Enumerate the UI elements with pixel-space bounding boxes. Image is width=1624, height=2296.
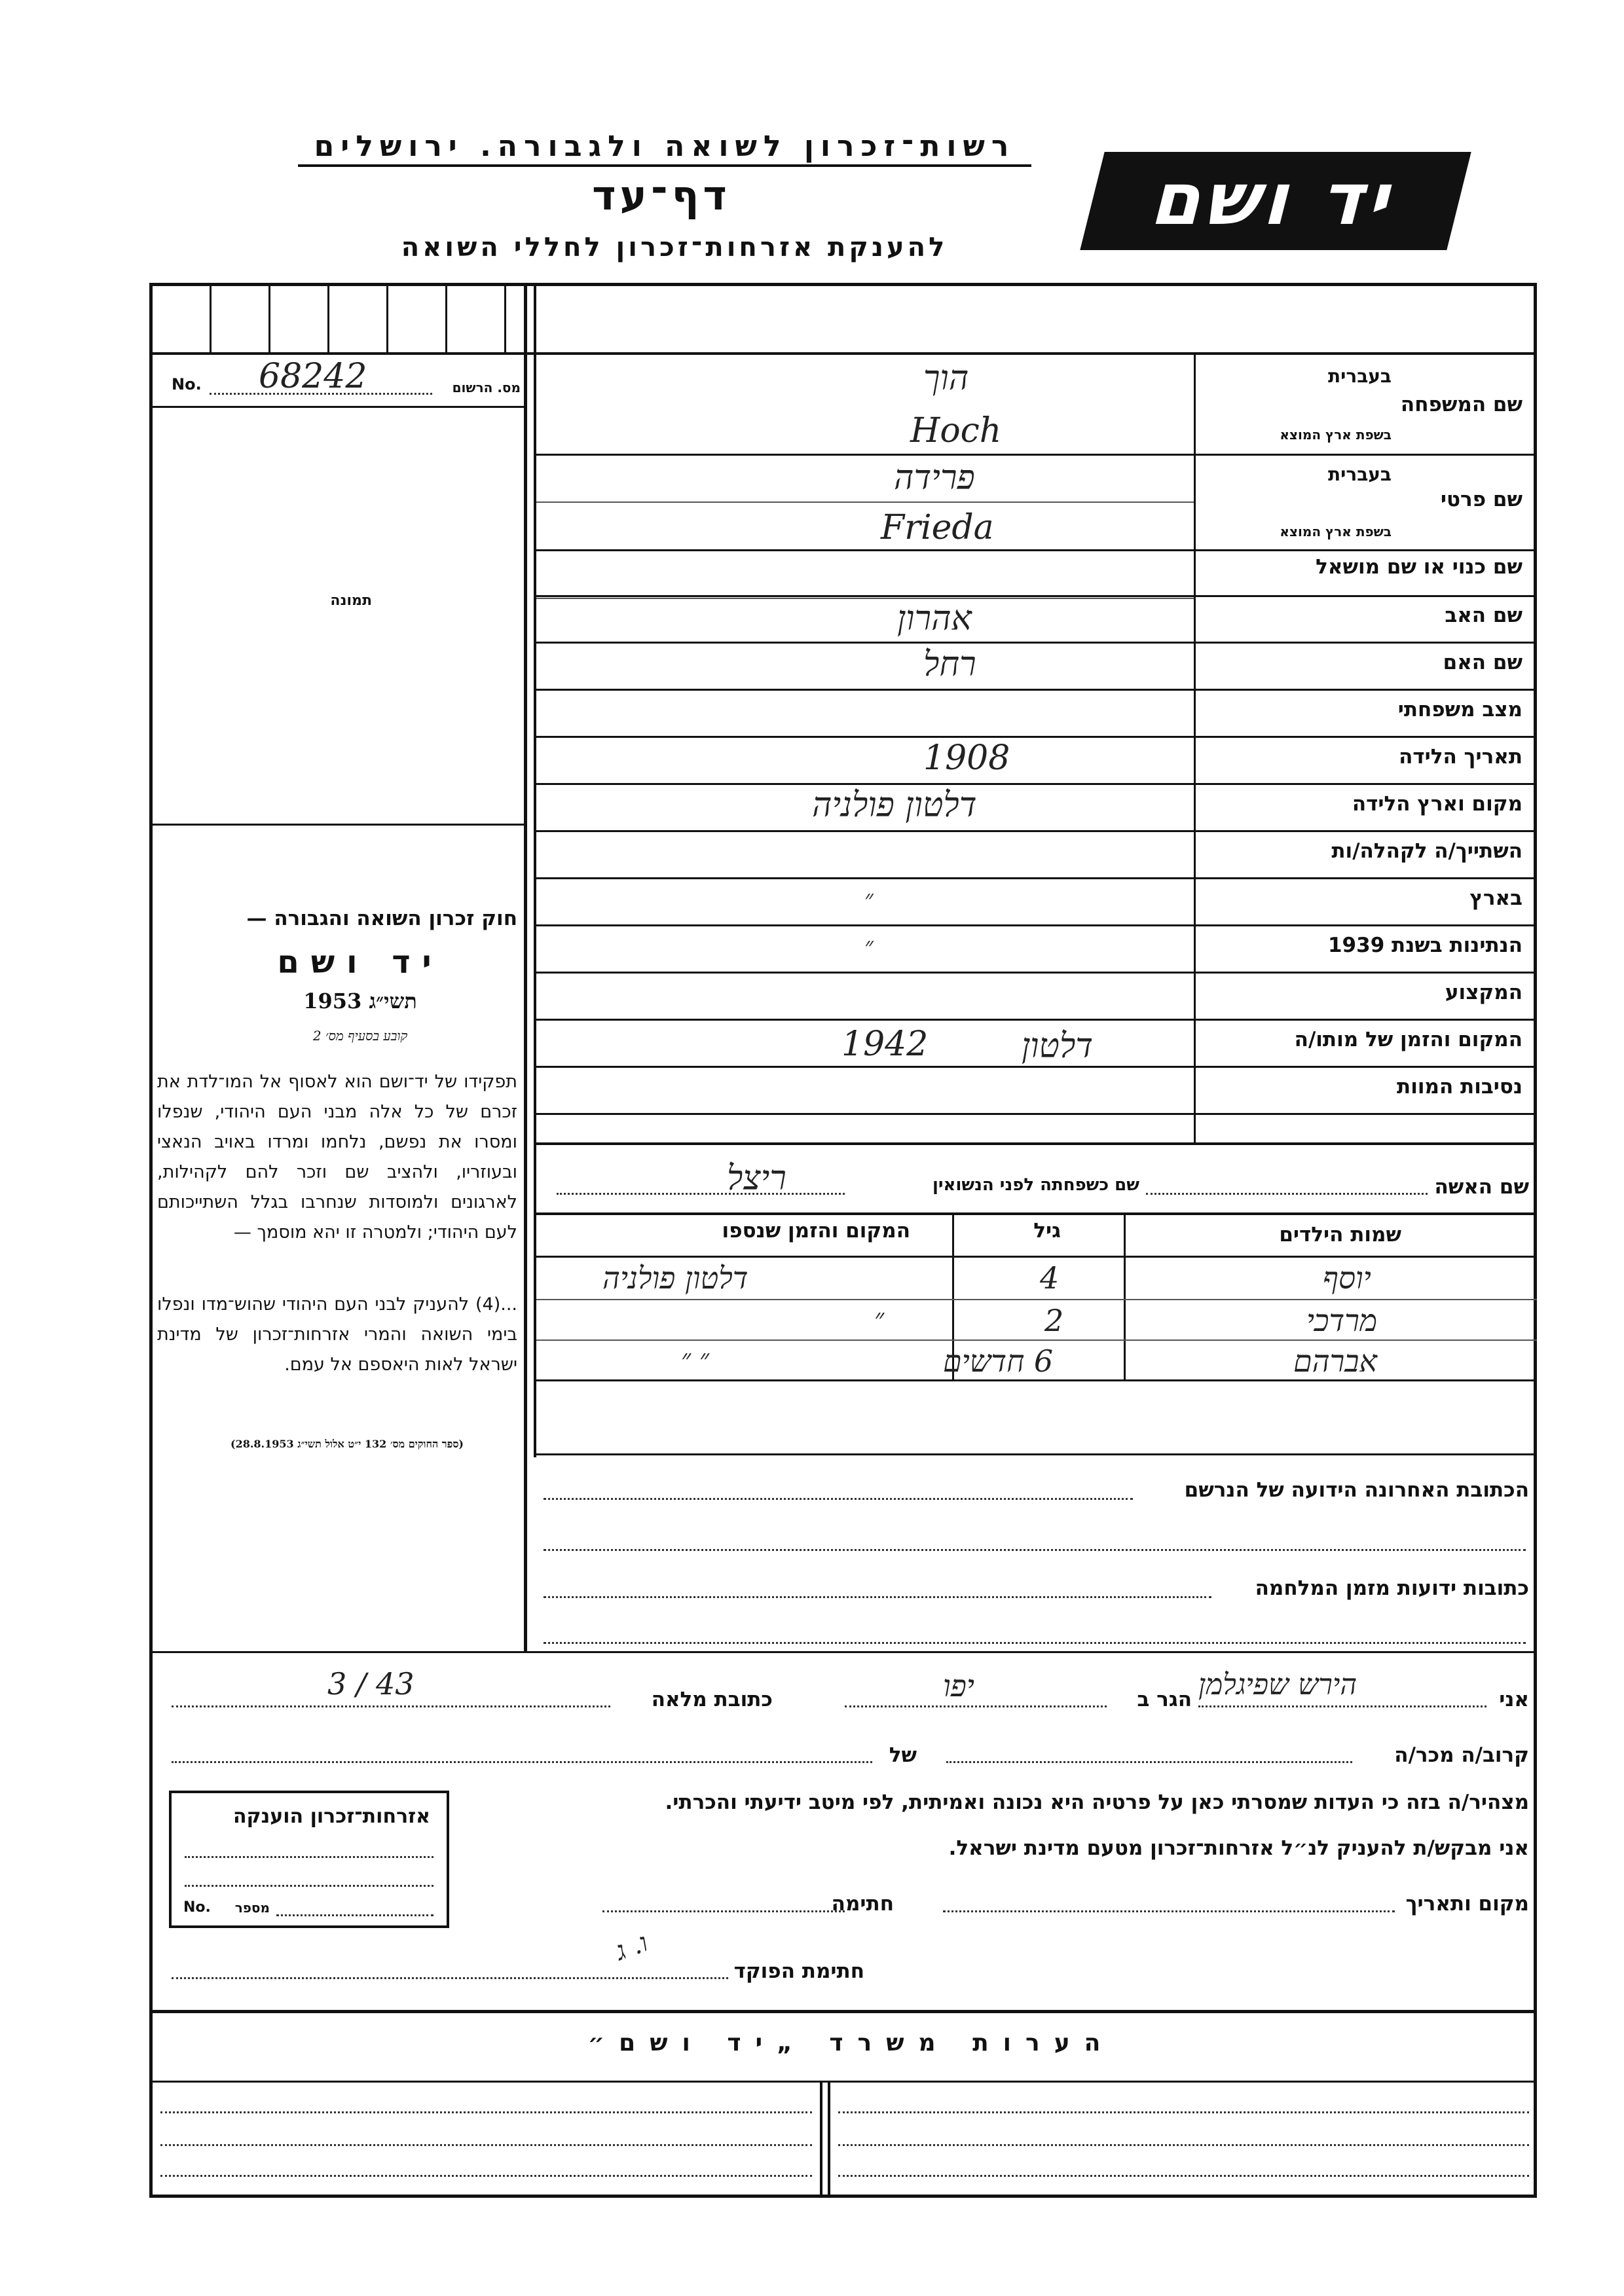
family-name-label: שם המשפחה (1400, 393, 1522, 416)
birth-place-value: דלטון פולניה (812, 786, 977, 825)
registration-no-prefix: No. (172, 375, 202, 393)
citizenship-number-label: מספר (234, 1900, 270, 1916)
authority-title: רשות־זכרון לשואה ולגבורה. ירושלים (298, 130, 1031, 167)
officer-signature-label: חתימת הפוקד (733, 1959, 864, 1983)
residing-label: הגר ב (1137, 1688, 1192, 1711)
citizenship-label: הנתינות בשנת 1939 (1327, 934, 1522, 957)
citizenship-value: ״ (864, 933, 874, 960)
child-3-name: אברהם (1293, 1343, 1378, 1379)
wife-name-label: שם האשה (1434, 1175, 1529, 1199)
birth-place-label: מקום וארץ הלידה (1352, 792, 1522, 816)
declaration-text: מצהיר/ה בזה כי העדות שמסרתי כאן על פרטיה היא נכונה ואמיתית, לפי מיטב ידיעתי והכרתי. (665, 1791, 1529, 1814)
maiden-name-label: שם כשפחתה לפני הנשואין (932, 1175, 1139, 1195)
birth-date-label: תאריך הלידה (1399, 745, 1522, 769)
form-subtitle: להענקת אזרחות־זכרון לחללי השואה (401, 232, 948, 263)
child-2-place: ״ (874, 1303, 885, 1334)
mother-name-label: שם האם (1443, 651, 1522, 674)
law-clause-4: ...(4) להעניק לבני העם היהודי שהוש־מדו ונפלו בימי השואה והמרי אזרחות־זכרון של מדינת ישראל לאות היאספם אל עמם. (157, 1294, 517, 1375)
law-body: תפקידו של יד־ושם הוא לאסוף אל המו־לדת את זכרם של כל אלה מבני העם היהודי, שנפלו ומסרו את נפשם, נלחמו ומרדו באויב הנאצי ובעוזריו, ולהציב שם וזכר להם לקהילות, לארגונים ולמוסדות שנחרבו בגלל השתייכותם לעם היהודי; ולמטרה זו יהא מוסמך — (157, 1072, 517, 1243)
declarant-signature: ו. ג (611, 1927, 652, 1967)
photo-label: תמונה (330, 592, 372, 609)
maiden-name-value: ריצל (727, 1159, 786, 1198)
death-place-time-label: המקום והזמן של מותו/ה (1294, 1028, 1522, 1051)
father-name-label: שם האב (1445, 604, 1522, 627)
citizenship-granted-title: אזרחות־זכרון הוענקה (232, 1805, 430, 1828)
law-source: (ספר החוקים מס׳ 132 י״ט אלול תשי״ג 28.8.1953) (231, 1438, 464, 1450)
children-names-header: שמות הילדים (1279, 1223, 1401, 1247)
declarant-name: הירש שפיגלמן (1198, 1668, 1357, 1702)
country-label: בארץ (1469, 886, 1522, 910)
first-name-origin-label: בשפת ארץ המוצא (1280, 524, 1392, 539)
child-1-age: 4 (1040, 1260, 1060, 1296)
community-label: השתייך/ה לקהלה/ות (1331, 839, 1522, 863)
law-clause: קובע בסעיף מס׳ 2 (312, 1028, 408, 1044)
registration-label: מס. הרשום (452, 380, 521, 395)
wartime-addresses-label: כתובות ידועות מזמן המלחמה (1255, 1576, 1529, 1600)
profession-label: המקצוע (1445, 981, 1522, 1004)
family-name-hebrew-label: בעברית (1327, 365, 1392, 387)
child-1-place: דלטון פולניה (602, 1260, 748, 1296)
family-name-origin-label: בשפת ארץ המוצא (1280, 427, 1392, 443)
of-label: של (889, 1743, 917, 1767)
first-name-hebrew: פרידה (894, 458, 975, 498)
family-name-hebrew: הוך (923, 359, 969, 398)
yad-vashem-logo (1080, 152, 1471, 250)
first-name-label: שם פרטי (1440, 488, 1522, 511)
child-2-name: מרדכי (1306, 1303, 1378, 1338)
law-year: תשי״ג 1953 (303, 989, 417, 1013)
signature-label: חתימה (831, 1892, 894, 1916)
age-header: גיל (1033, 1219, 1061, 1243)
mother-name-value: רחל (923, 645, 976, 684)
logo-text: יד ושם (1145, 157, 1408, 241)
request-text: אני מבקש/ת להעניק לנ״ל אזרחות־זכרון מטעם מדינת ישראל. (948, 1836, 1529, 1860)
child-3-age: 6 חדשים (943, 1343, 1054, 1379)
child-1-name: יוסף (1323, 1260, 1371, 1296)
relative-label: קרוב/ה מכר/ה (1394, 1743, 1529, 1767)
i-am-label: אני (1499, 1688, 1529, 1711)
marital-status-label: מצב משפחתי (1397, 698, 1522, 721)
citizenship-granted-box (169, 1791, 449, 1928)
law-name: יד ושם (277, 944, 443, 981)
citizenship-number-prefix: No. (183, 1899, 211, 1916)
death-year-value: 1942 (841, 1025, 929, 1064)
first-name-latin: Frieda (881, 508, 994, 547)
form-title: דף־עד (592, 172, 731, 219)
country-value: ״ (864, 886, 874, 913)
full-address-label: כתובת מלאה (651, 1688, 773, 1711)
residing-value: יפו (943, 1668, 974, 1704)
law-title: חוק זכרון השואה והגבורה — (246, 907, 517, 930)
office-remarks-title: הערות משרד „יד ושם״ (587, 2030, 1115, 2056)
death-circumstances-label: נסיבות המוות (1397, 1075, 1522, 1099)
birth-date-value: 1908 (923, 738, 1010, 778)
father-name-value: אהרון (897, 599, 972, 638)
place-date-label: מקום ותאריך (1405, 1892, 1529, 1916)
child-2-age: 2 (1044, 1303, 1064, 1338)
place-time-perished-header: המקום והזמן שנספו (722, 1219, 910, 1243)
address-note: 3 / 43 (327, 1666, 415, 1702)
family-name-latin: Hoch (910, 411, 1002, 450)
child-3-place: ״ ״ (681, 1344, 710, 1374)
death-place-value: דלטון (1022, 1027, 1094, 1066)
last-address-label: הכתובת האחרונה הידועה של הנרשם (1184, 1478, 1529, 1502)
registration-number: 68242 (259, 357, 367, 396)
nickname-label: שם כנוי או שם מושאל (1316, 555, 1522, 579)
first-name-hebrew-label: בעברית (1327, 464, 1392, 485)
